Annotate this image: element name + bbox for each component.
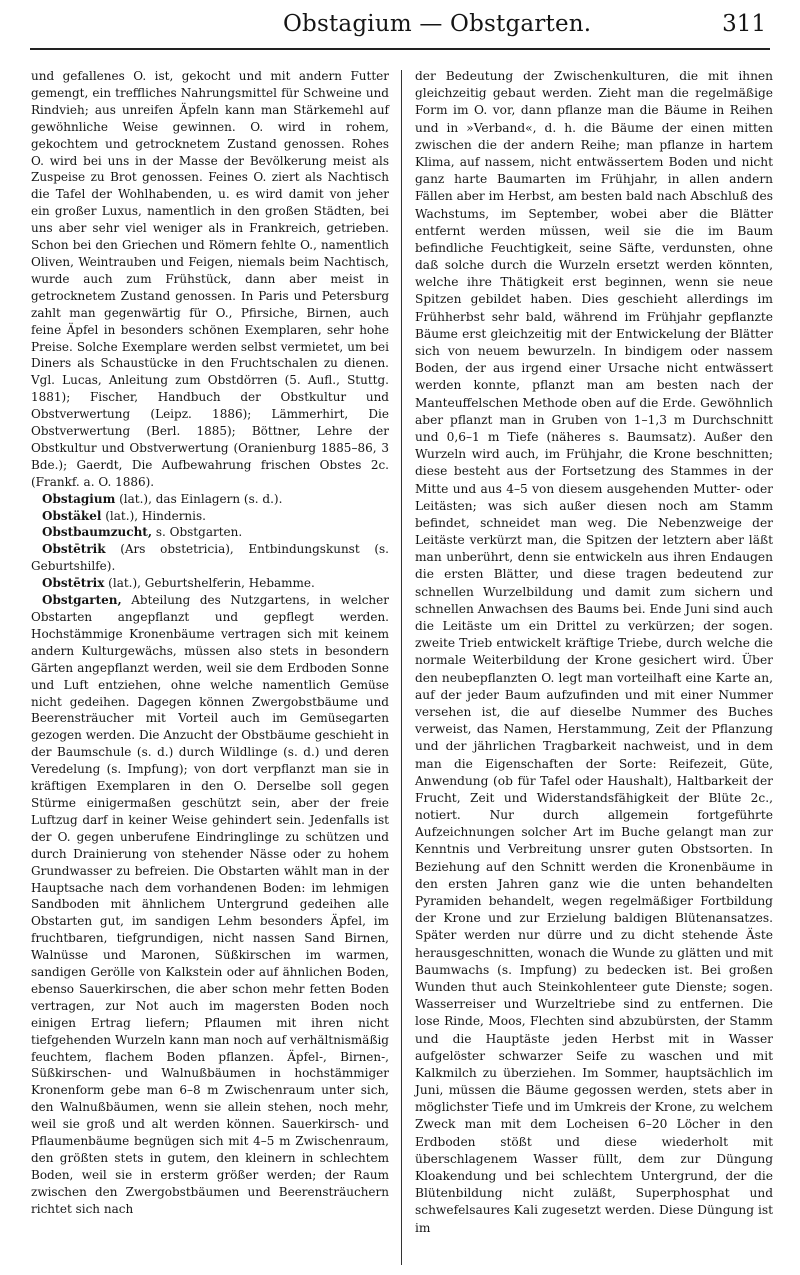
entry-text: (lat.), das Einlagern (s. d.). <box>115 491 283 506</box>
running-title: Obstagium — Obstgarten. <box>283 11 592 37</box>
header-rule <box>30 48 770 50</box>
running-header <box>0 8 800 42</box>
entry-text: (lat.), Geburtshelferin, Hebamme. <box>104 576 315 591</box>
entry-headword: Obstagium <box>42 491 116 506</box>
entry-text: Abteilung des Nutzgartens, in welcher Obstarten angepflanzt und gepflegt werden. Hochstämmige Kronenbäume vertragen sich mit keinem andern Kulturgewächs, müssen also stets in besondern Gärten angepflanzt werden, weil sie dem Erdboden Sonne und Luft entziehen, ohne welche namentlich Gemüse nicht gedeihen. Dagegen können Zwergobstbäume und Beerensträucher mit Vorteil auch im Gemüsegarten gezogen werden. Die Anzucht der Obstbäume geschieht in der Baumschule (s. d.) durch Wildlinge (s. d.) und deren Veredelung (s. Impfung); von dort verpflanzt man sie in kräftigen Exemplaren in den O. Derselbe soll gegen Stürme einigermaßen geschützt sein, aber der freie Luftzug darf in keiner Weise gehindert sein. Jedenfalls ist der O. gegen unberufene Eindringlinge zu schützen und durch Drainierung von stehender Nässe oder zu hohem Grundwasser zu befreien. Die Obstarten wählt man in der Hauptsache nach dem vorhandenen Boden: im lehmigen Sandboden mit ähnlichem Untergrund gedeihen alle Obstarten gut, im sandigen Lehm besonders Äpfel, im fruchtbaren, tiefgrundigen, nicht nassen Sand Birnen, Walnüsse und Maronen, Süßkirschen im warmen, sandigen Gerölle von Kalkstein oder auf ähnlichen Boden, ebenso Sauerkirschen, die aber schon mehr fetten Boden vertragen, zur Not auch im magersten Boden noch einigen Ertrag liefern; Pflaumen mit ihren nicht tiefgehenden Wurzeln kann man noch auf verhältnismäßig feuchtem, flachem Boden pflanzen. Äpfel-, Birnen-, Süßkirschen- und Walnußbäumen in hochstämmiger Kronenform gebe man 6–8 m Zwischenraum unter sich, den Walnußbäumen, wenn sie allein stehen, noch mehr, weil sie groß und alt werden können. Sauerkirsch- und Pflaumenbäume begnügen sich mit 4–5 m Zwischenraum, den größten stets in gutem, den kleinern in schlechtem Boden, weil sie in ersterm größer werden; der Raum zwischen den Zwergobstbäumen und Beerensträuchern richtet sich nach <box>31 593 389 1216</box>
entry-headword: Obstgarten, <box>42 593 122 608</box>
entry-obstetrik <box>31 541 389 575</box>
entry-headword: Obstētrix <box>42 576 105 591</box>
entry-obstetrix <box>31 575 389 592</box>
right-column <box>415 68 773 1237</box>
entry-obstagium <box>31 491 389 508</box>
entry-headword: Obstētrik <box>42 542 106 557</box>
entry-text: (lat.), Hindernis. <box>101 508 206 523</box>
entry-headword: Obstbaumzucht, <box>42 525 153 540</box>
page-number: 311 <box>722 11 766 37</box>
entry-text: s. Obstgarten. <box>152 525 243 540</box>
entry-obstgarten <box>31 592 389 1218</box>
column-divider <box>401 70 402 1265</box>
left-column <box>31 68 389 1218</box>
continued-paragraph: der Bedeutung der Zwischenkulturen, die mit ihnen gleichzeitig gebaut werden. Zieht man die regelmäßige Form im O. vor, dann pflanze man die Bäume in Reihen und in »Verband«, d. h. die Bäume der einen mitten zwischen die der andern Reihe; man pflanze in hartem Klima, auf nassem, nicht entwässertem Boden und nicht ganz harte Baumarten im Frühjahr, in allen andern Fällen aber im Herbst, am besten bald nach Abschluß des Wachstums, im September, wobei aber die Blätter entfernt werden müssen, weil sie die im Baum befindliche Feuchtigkeit, seine Säfte, verdunsten, ohne daß solche durch die Wurzeln ersetzt werden könnten, welche ihre Thätigkeit erst beginnen, wenn sie neue Spitzen gebildet haben. Dies geschieht allerdings im Frühherbst sehr bald, während im Frühjahr gepflanzte Bäume erst gleichzeitig mit der Entwickelung der Blätter sich von neuem bewurzeln. In bindigem oder nassem Boden, der aus irgend einer Ursache nicht entwässert werden konnte, pflanzt man am besten nach der Manteuffelschen Methode oben auf die Erde. Gewöhnlich aber pflanzt man in Gruben von 1–1,3 m Durchschnitt und 0,6–1 m Tiefe (näheres s. Baumsatz). Außer den Wurzeln wird auch, im Frühjahr, die Krone beschnitten; diese besteht aus der Fortsetzung des Stammes in der Mitte und aus 4–5 von diesem ausgehenden Mutter- oder Leitästen; was sich außer diesen noch am Stamm befindet, schneidet man weg. Die Nebenzweige der Leitäste verkürzt man, die Spitzen der letztern aber läßt man unberührt, denn sie entwickeln aus ihren Endaugen die ersten Blätter, und diese tragen bedeutend zur schnellen Wurzelbildung und damit zum sichern und schnellen Anwachsen des Baums bei. Ende Juni sind auch die Leitäste um ein Drittel zu verkürzen; der sogen. zweite Trieb entwickelt kräftige Triebe, durch welche die normale Weiterbildung der Krone gesichert wird. Über den neubepflanzten O. legt man vorteilhaft eine Karte an, auf der jeder Baum aufzufinden und mit einer Nummer versehen ist, die auf dieselbe Nummer des Buches verweist, das Namen, Herstammung, Zeit der Pflanzung und der jährlichen Tragbarkeit nachweist, und in dem man die Eigenschaften der Sorte: Reifezeit, Güte, Anwendung (ob für Tafel oder Haushalt), Haltbarkeit der Frucht, Zeit und Widerstandsfähigkeit der Blüte 2c., notiert. Nur durch allgemein fortgeführte Aufzeichnungen solcher Art im Buche gelangt man zur Kenntnis und Verbreitung unsrer guten Obstsorten. In Beziehung auf den Schnitt werden die Kronenbäume in den ersten Jahren ganz wie die unten behandelten Pyramiden behandelt, wegen regelmäßiger Fortbildung der Krone und zur Erzielung baldigen Blütenansatzes. Später werden nur dürre und zu dicht stehende Äste herausgeschnitten, wonach die Wunde zu glätten und mit Baumwachs (s. Impfung) zu bedecken ist. Bei großen Wunden thut auch Steinkohlenteer gute Dienste; sogen. Wasserreiser und Wurzeltriebe sind zu entfernen. Die lose Rinde, Moos, Flechten sind abzubürsten, der Stamm und die Hauptäste jeden Herbst mit in Wasser aufgelöster schwarzer Seife zu waschen und mit Kalkmilch zu überziehen. Im Sommer, hauptsächlich im Juni, müssen die Bäume gegossen werden, stets aber in möglichster Tiefe und im Umkreis der Krone, zu welchem Zweck man mit dem Locheisen 6–20 Löcher in den Erdboden stößt und diese wiederholt mit überschlagenem Wasser füllt, dem zur Düngung Kloakendung und bei schlechtem Untergrund, der die Blütenbildung nicht zuläßt, Superphosphat und schwefelsaures Kali zugesetzt werden. Diese Düngung ist im <box>415 69 773 1235</box>
entry-text: (Ars obstetricia), Entbindungskunst (s. Geburtshilfe). <box>31 542 389 574</box>
entry-headword: Obstäkel <box>42 508 102 523</box>
entry-obstbaumzucht <box>31 524 389 541</box>
continued-paragraph: und gefallenes O. ist, gekocht und mit andern Futter gemengt, ein treffliches Nahrungsmittel für Schweine und Rindvieh; aus unreifen Äpfeln kann man Stärkemehl auf gewöhnliche Weise gewinnen. O. wird in rohem, gekochtem und getrocknetem Zustand genossen. Rohes O. wird bei uns in der Masse der Bevölkerung meist als Zuspeise zu Brot genossen. Feines O. ziert als Nachtisch die Tafel der Wohlhabenden, u. es wird damit von jeher ein großer Luxus, namentlich in den großen Städten, bei uns aber sehr viel weniger als in Frankreich, getrieben. Schon bei den Griechen und Römern fehlte O., namentlich Oliven, Weintrauben und Feigen, niemals beim Nachtisch, wurde auch zum Frühstück, dann aber meist in getrocknetem Zustand genossen. In Paris und Petersburg zahlt man gegenwärtig für O., Pfirsiche, Birnen, auch feine Äpfel in besonders schönen Exemplaren, sehr hohe Preise. Solche Exemplare werden selbst vermietet, um bei Diners als Schaustücke in den Fruchtschalen zu dienen. Vgl. Lucas, Anleitung zum Obstdörren (5. Aufl., Stuttg. 1881); Fischer, Handbuch der Obstkultur und Obstverwertung (Leipz. 1886); Lämmerhirt, Die Obstverwertung (Berl. 1885); Böttner, Lehre der Obstkultur und Obstverwertung (Oranienburg 1885–86, 3 Bde.); Gaerdt, Die Aufbewahrung frischen Obstes 2c. (Frankf. a. O. 1886). <box>31 69 389 489</box>
entry-obstakel <box>31 508 389 525</box>
